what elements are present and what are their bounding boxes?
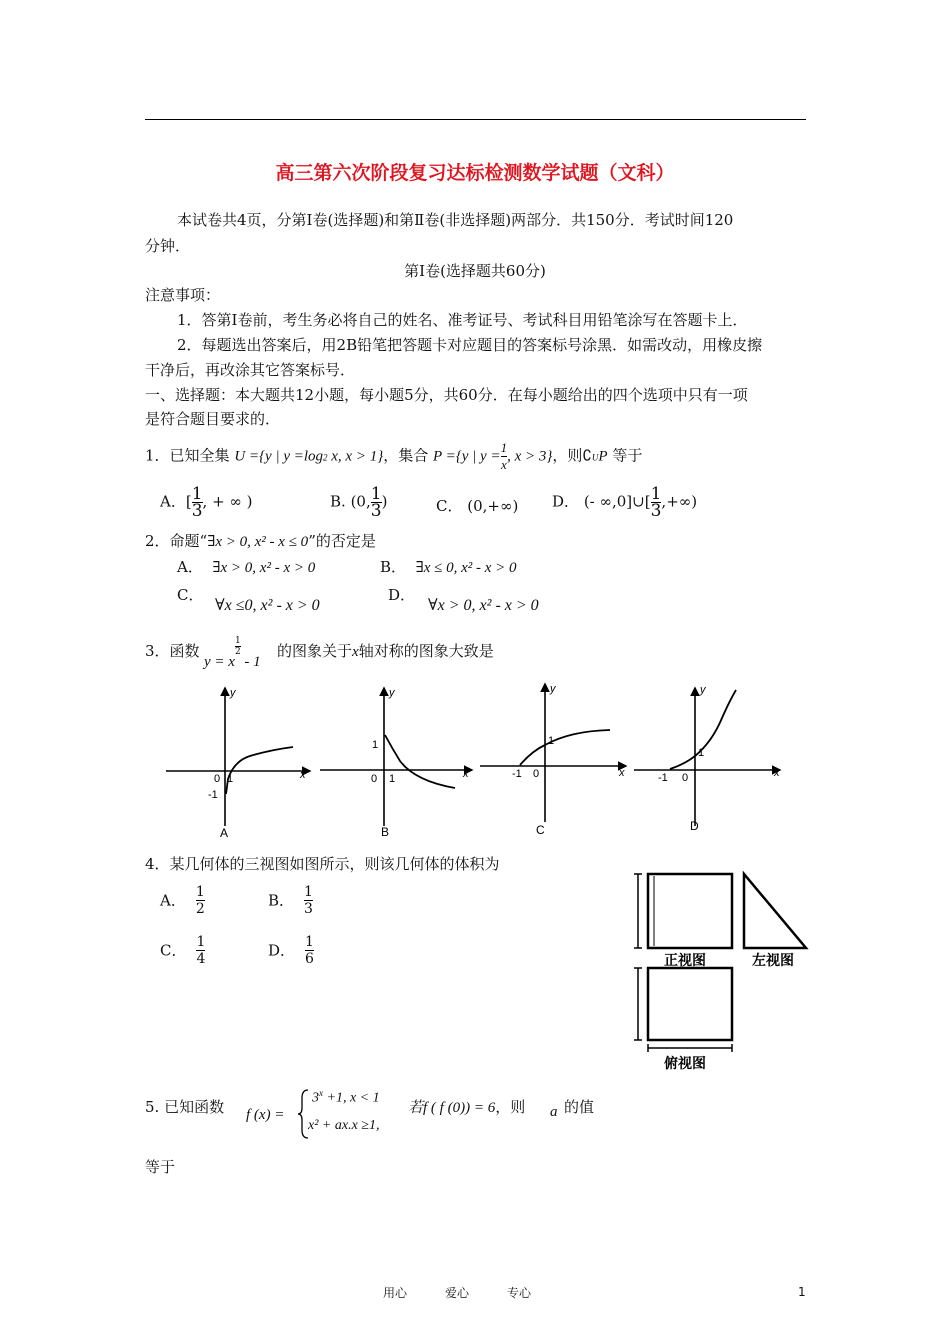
page-number: 1 <box>798 1285 806 1299</box>
graph-c-tick: 1 <box>548 735 555 747</box>
question-2-option-c-label: C． <box>177 586 204 604</box>
graph-d-x-label: x <box>774 767 780 779</box>
graph-c-origin: 0 <box>533 768 540 780</box>
question-4-option-a: A． $\frac{1}{2}$ <box>160 884 205 917</box>
graph-b <box>320 687 472 839</box>
section1-heading-cont: 是符合题目要求的． <box>145 410 281 428</box>
question-3-stem-cont: 的图象关于x轴对称的图象大致是 <box>277 642 494 660</box>
question-2-option-c: ∀x ≤0, x² - x > 0 <box>215 597 320 614</box>
notice-item-1: 1．答第Ⅰ卷前，考生务必将自己的姓名、准考证号、考试科目用铅笔涂写在答题卡上． <box>177 311 748 329</box>
side-view-label: 左视图 <box>752 952 794 968</box>
header-rule <box>145 119 806 120</box>
question-5-stem: 5. 已知函数 <box>145 1098 225 1116</box>
side-view <box>744 874 806 968</box>
front-view-label: 正视图 <box>664 952 706 968</box>
graph-b-tick: 1 <box>372 739 379 751</box>
question-2-stem: 2．命题“∃x > 0, x² - x ≤ 0”的否定是 <box>145 532 376 550</box>
graph-b-y-label: y <box>389 687 395 699</box>
graph-d-origin: 0 <box>682 772 689 784</box>
question-2-option-d-label: D． <box>388 586 416 604</box>
part1-heading: 第Ⅰ卷(选择题共60分) <box>404 262 546 280</box>
footer-motto-2: 爱心 <box>445 1286 470 1300</box>
footer-motto-3: 专心 <box>507 1286 532 1300</box>
question-5-tail: 的值 <box>564 1098 595 1116</box>
question-5-function: f (x) = <box>246 1107 285 1123</box>
question-4-option-b: B． $\frac{1}{3}$ <box>268 884 313 917</box>
intro-text: 本试卷共4页，分第Ⅰ卷(选择题)和第Ⅱ卷(非选择题)两部分．共150分．考试时间120 <box>177 211 734 229</box>
question-3-function: y = x $\frac{1}{2}$ - 1 <box>204 635 261 670</box>
piecewise-case-2: x² + ax.x ≥1, <box>308 1118 380 1133</box>
graph-a-x-label: x <box>300 769 306 781</box>
top-view-label: 俯视图 <box>664 1055 706 1071</box>
graph-c <box>480 683 626 837</box>
graph-a-tick: 1 <box>227 773 234 785</box>
graph-b-origin: 0 <box>371 773 378 785</box>
graph-c-label: C <box>536 823 545 837</box>
graph-a-y-label: y <box>230 687 236 699</box>
question-1-option-d: D． (- ∞,0]∪[ $\frac{1}{3}$ ,+∞) <box>552 484 698 521</box>
graph-d-y-label: y <box>700 684 706 696</box>
graph-b-tick: 1 <box>389 773 396 785</box>
question-2-option-d: ∀x > 0, x² - x > 0 <box>428 597 539 614</box>
graph-d-label: D <box>690 819 699 833</box>
intro-text-cont: 分钟． <box>145 237 191 255</box>
question-4-option-d: D． $\frac{1}{6}$ <box>268 934 314 967</box>
graph-a <box>166 687 310 840</box>
piecewise-case-1: $3^x +1$, x < 1 <box>312 1088 380 1106</box>
section1-heading: 一、选择题：本大题共12小题，每小题5分，共60分．在每小题给出的四个选项中只有一项 <box>145 386 748 404</box>
graph-c-x-label: x <box>619 767 625 779</box>
question-5-condition: 若f ( f (0)) = 6，则 <box>408 1098 526 1116</box>
question-5-var: a <box>550 1104 558 1120</box>
footer-motto-1: 用心 <box>383 1286 408 1300</box>
question-4-stem: 4．某几何体的三视图如图所示，则该几何体的体积为 <box>145 855 500 873</box>
notice-item-2-cont: 干净后，再改涂其它答案标号． <box>145 361 356 379</box>
question-1-option-c: C． (0,+∞) <box>436 497 519 515</box>
top-view <box>634 968 732 1071</box>
graph-b-label: B <box>381 825 390 839</box>
front-view <box>634 874 732 968</box>
question-1-option-b: B. (0, $\frac{1}{3}$ ) <box>330 484 388 521</box>
graph-a-tick: -1 <box>208 789 218 801</box>
graph-d-tick: 1 <box>698 747 705 759</box>
question-1-stem: 1．已知全集 U ={y | y =log2 x, x > 1}，集合 P ={y | y = $\frac{1}{x}$ , x > 3}，则∁UP 等于 <box>145 440 643 472</box>
graph-a-label: A <box>220 826 229 840</box>
graph-b-x-label: x <box>463 768 469 780</box>
graph-a-origin: 0 <box>214 773 221 785</box>
three-view-diagram <box>628 868 810 1078</box>
question-5-tail-cont: 等于 <box>145 1158 176 1176</box>
graph-d <box>634 684 780 833</box>
question-3-stem: 3．函数 <box>145 642 200 660</box>
question-3-graphs <box>160 676 790 841</box>
question-4-option-c: C． $\frac{1}{4}$ <box>160 934 206 967</box>
question-2-option-b: B． ∃x ≤ 0, x² - x > 0 <box>380 558 517 576</box>
notice-item-2: 2．每题选出答案后，用2B铅笔把答题卡对应题目的答案标号涂黑．如需改动，用橡皮擦 <box>177 336 763 354</box>
question-2-option-a: A． ∃x > 0, x² - x > 0 <box>177 558 316 576</box>
notice-heading: 注意事项： <box>145 286 221 304</box>
graph-c-tick: -1 <box>512 768 522 780</box>
page-title: 高三第六次阶段复习达标检测数学试题（文科） <box>275 162 675 184</box>
graph-c-y-label: y <box>550 683 556 695</box>
question-1-options: A．[ $\frac{1}{3}$ , + ∞ ) <box>160 484 253 521</box>
graph-d-tick: -1 <box>658 772 668 784</box>
